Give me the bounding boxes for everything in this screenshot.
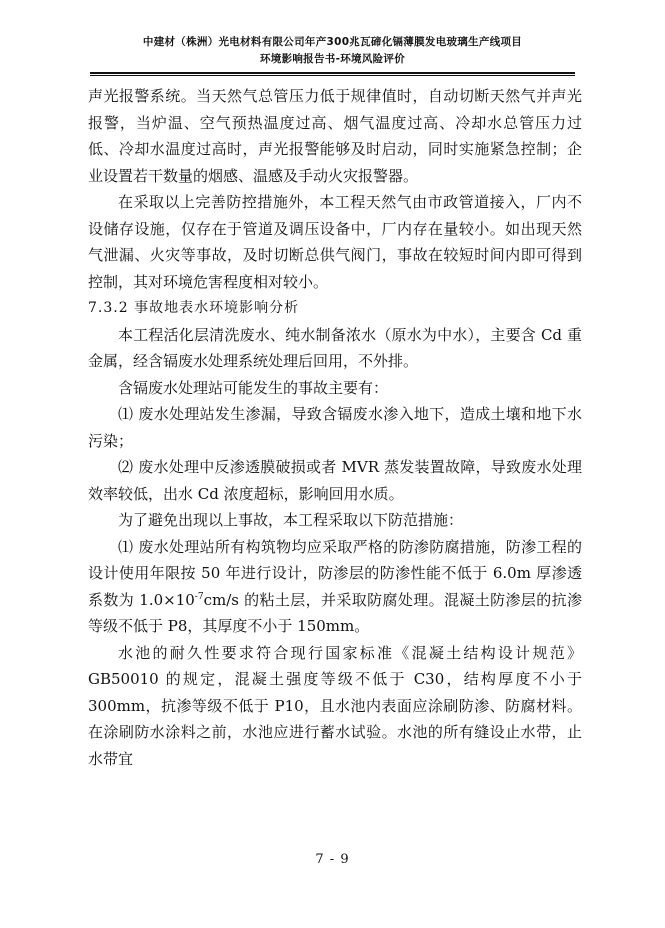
header-report-title: 环境影响报告书-环境风险评价 (259, 53, 406, 65)
section-title: 事故地表水环境影响分析 (134, 300, 300, 316)
page-number: 7 - 9 (315, 852, 350, 867)
exponent: -7 (194, 591, 204, 602)
measure-text-part-1: ⑴ 废水处理站所有构筑物均应采取严格的防渗防腐措施，防渗工程的设计使用年限按 50 年进行设计，防渗层的防渗性能不低于 6.0m 厚渗透系数为 1.0×10 (88, 537, 582, 609)
paragraph-natural-gas: 在采取以上完善防控措施外，本工程天然气由市政管道接入，厂内不设储存设施，仅存在于管道及调压设备中，厂内存在量较小。如出现天然气泄漏、火灾等事故，及时切断总供气阀门，事故在较短时间内即可得到控制，其对环境危害程度相对较小。 (88, 193, 582, 291)
paragraph-measures-intro: 为了避免出现以上事故，本工程采取以下防范措施： (118, 511, 464, 529)
section-heading (88, 295, 582, 322)
paragraph-pool-durability: 水池的耐久性要求符合现行国家标准《混凝土结构设计规范》GB50010 的规定，混凝土强度等级不低于 C30，结构厚度不小于 300mm，抗渗等级不低于 P10，且水池内表面应涂刷防渗、防腐材料。在涂刷防水涂料之前，水池应进行蓄水试验。水池的所有缝设止水带，止水带宜 (88, 643, 582, 768)
page-header (90, 34, 575, 68)
header-project-title: 中建材（株洲）光电材料有限公司年产300兆瓦碲化镉薄膜发电玻璃生产线项目 (142, 36, 523, 48)
accident-item-2: ⑵ 废水处理中反渗透膜破损或者 MVR 蒸发装置故障，导致废水处理效率较低，出水 Cd 浓度超标，影响回用水质。 (88, 458, 582, 503)
document-body (88, 83, 582, 772)
header-rule (90, 72, 575, 74)
measure-item-1 (88, 534, 582, 640)
header-rule-thin (90, 75, 575, 76)
section-number: 7.3.2 (88, 300, 129, 316)
paragraph-wastewater: 本工程活化层清洗废水、纯水制备浓水（原水为中水），主要含 Cd 重金属，经含镉废水处理系统处理后回用，不外排。 (88, 325, 582, 370)
measure-text-part-2: cm/s 的粘土层，并采取防腐处理。混凝土防渗层的抗渗等级不低于 P8，其厚度不小于 150mm。 (88, 590, 583, 635)
paragraph-alarm-system: 声光报警系统。当天然气总管压力低于规律值时，自动切断天然气并声光报警，当炉温、空气预热温度过高、烟气温度过高、冷却水总管压力过低、冷却水温度过高时，声光报警能够及时启动，同时实施紧急控制；企业设置若干数量的烟感、温感及手动火灾报警器。 (88, 87, 582, 185)
accident-item-1: ⑴ 废水处理站发生渗漏，导致含镉废水渗入地下，造成土壤和地下水污染； (88, 405, 582, 450)
paragraph-accidents-intro: 含镉废水处理站可能发生的事故主要有： (118, 378, 389, 397)
